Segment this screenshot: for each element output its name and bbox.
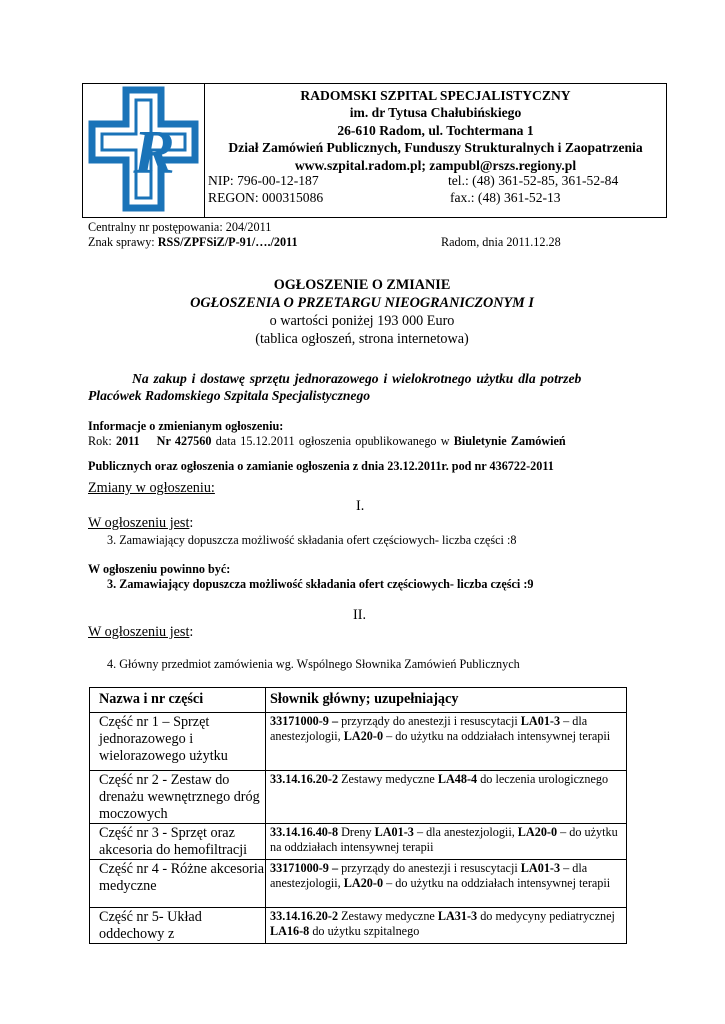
supp-code: LA01-3: [520, 861, 561, 875]
fax: fax.: (48) 361-52-13: [450, 190, 561, 206]
supp-code: LA01-3: [520, 714, 561, 728]
is-colon: :: [189, 515, 194, 531]
contact-phones: [448, 172, 618, 207]
hospital-patron: im. dr Tytusa Chałubińskiego: [349, 105, 522, 121]
part-codes: [266, 713, 627, 771]
table-row: [90, 713, 627, 771]
is-colon-2: :: [189, 624, 194, 640]
table-row: [90, 860, 627, 908]
supp-desc-2: – do użytku na oddziałach intensywnej terapii: [383, 729, 611, 743]
cpv-desc: Dreny: [338, 825, 375, 839]
title-line-2: OGŁOSZENIA O PRZETARGU NIEOGRANICZONYM I: [190, 295, 534, 311]
cpv-desc: przyrządy do anestezji i resuscytacji: [338, 714, 521, 728]
cpv-desc: Zestawy medyczne: [338, 772, 438, 786]
supp-code: LA31-3: [437, 909, 478, 923]
supp-desc: – dla anestezjologii,: [413, 825, 518, 839]
notice-title: [82, 276, 642, 348]
cpv-table: [89, 687, 627, 944]
supp-code-2: LA20-0: [343, 729, 384, 743]
column-header-name: Nazwa i nr części: [90, 688, 266, 713]
supp-desc: – dla anestezjologii,: [270, 861, 588, 890]
cpv-code: 33171000-9 –: [270, 861, 339, 875]
telephone: tel.: (48) 361-52-85, 361-52-84: [448, 173, 619, 188]
title-line-4: (tablica ogłoszeń, strona internetowa): [255, 331, 469, 347]
part-name: Część nr 2 - Zestaw do drenażu wewnętrznego dróg moczowych: [90, 771, 266, 824]
place-date: Radom, dnia 2011.12.28: [441, 235, 561, 249]
notice-number: Nr 427560: [156, 434, 212, 448]
should-label: W ogłoszeniu powinno być:: [88, 562, 231, 576]
title-line-1: OGŁOSZENIE O ZMIANIE: [273, 277, 451, 293]
supp-code-2: LA20-0: [343, 876, 384, 890]
case-reference: [88, 235, 298, 250]
cpv-code: 33.14.16.20-2: [270, 772, 339, 786]
cpv-desc: Zestawy medyczne: [338, 909, 438, 923]
info-line-2: Publicznych oraz ogłoszenia o zamianie ogłoszenia z dnia 23.12.2011r. pod nr 436722-2011: [88, 459, 554, 473]
regon: REGON: 000315086: [208, 190, 324, 206]
letterhead: [82, 83, 667, 218]
supp-code-2: LA20-0: [517, 825, 558, 839]
part-codes: [266, 771, 627, 824]
nip: NIP: 796-00-12-187: [208, 173, 319, 188]
is-label-2: W ogłoszeniu jest: [88, 624, 190, 640]
subject-line-2: Placówek Radomskiego Szpitala Specjalistycznego: [88, 388, 371, 403]
column-header-dictionary: Słownik główny; uzupełniający: [266, 688, 627, 713]
hospital-address: 26-610 Radom, ul. Tochtermana 1: [337, 122, 534, 138]
subject-line-1: Na zakup i dostawę sprzętu jednorazowego i wielokrotnego użytku dla potrzeb: [132, 371, 582, 386]
supp-desc: do leczenia urologicznego: [477, 772, 609, 786]
is-label: W ogłoszeniu jest: [88, 515, 190, 531]
supp-desc-2: – do użytku na oddziałach intensywnej terapii: [383, 876, 611, 890]
supp-desc: – dla anestezjologii,: [270, 714, 588, 743]
info-line-1-mid: data 15.12.2011 ogłoszenia opublikowanego w: [211, 434, 454, 448]
point-four: 4. Główny przedmiot zamówienia wg. Wspólnego Słownika Zamówień Publicznych: [107, 657, 520, 671]
changes-heading: Zmiany w ogłoszeniu:: [88, 480, 215, 496]
title-line-3: o wartości poniżej 193 000 Euro: [269, 313, 455, 329]
is-text: 3. Zamawiający dopuszcza możliwość składania ofert częściowych- liczba części :8: [107, 533, 517, 547]
section-two: II.: [353, 607, 366, 623]
cpv-code: 33171000-9 –: [270, 714, 339, 728]
should-text: 3. Zamawiający dopuszcza możliwość składania ofert częściowych- liczba części :9: [107, 577, 534, 591]
rok-label: Rok:: [88, 434, 116, 448]
logo-cell: [83, 84, 205, 217]
supp-code: LA01-3: [374, 825, 414, 839]
part-codes: [266, 824, 627, 860]
part-codes: [266, 860, 627, 908]
table-row: [90, 824, 627, 860]
website-email: www.szpital.radom.pl; zampubl@rszs.regiony.pl: [294, 157, 577, 173]
info-line-1: [88, 434, 642, 449]
part-name: Część nr 3 - Sprzęt oraz akcesoria do hemofiltracji: [90, 824, 266, 860]
case-prefix: Znak sprawy:: [88, 235, 158, 249]
supp-code: LA48-4: [437, 772, 478, 786]
central-number: Centralny nr postępowania: 204/2011: [88, 220, 272, 234]
is-heading: [88, 515, 193, 532]
cpv-desc: przyrządy do anestezji i resuscytacji: [338, 861, 521, 875]
part-name: Część nr 1 – Sprzęt jednorazowego i wielorazowego użytku: [90, 713, 266, 771]
part-name: Część nr 5- Układ oddechowy z: [90, 908, 266, 944]
info-heading: Informacje o zmienianym ogłoszeniu:: [88, 419, 284, 433]
case-number: RSS/ZPFSiZ/P-91/…./2011: [157, 235, 298, 249]
section-one: I.: [356, 498, 365, 514]
cpv-code: 33.14.16.20-2: [270, 909, 339, 923]
supp-desc: do medycyny pediatrycznej: [477, 909, 615, 923]
table-row: [90, 908, 627, 944]
supp-desc-2: do użytku szpitalnego: [309, 924, 420, 938]
is-heading-2: [88, 624, 193, 641]
table-row: [90, 771, 627, 824]
part-codes: [266, 908, 627, 944]
rok-value: 2011: [115, 434, 140, 448]
department-name: Dział Zamówień Publicznych, Funduszy Strukturalnych i Zaopatrzenia: [228, 140, 643, 156]
supp-code-2: LA16-8: [270, 924, 310, 938]
part-name: Część nr 4 - Różne akcesoria medyczne: [90, 860, 266, 908]
hospital-name: RADOMSKI SZPITAL SPECJALISTYCZNY: [300, 88, 571, 103]
bulletin-name: Biuletynie Zamówień: [453, 434, 566, 448]
cpv-code: 33.14.16.40-8: [270, 825, 339, 839]
supp-desc-2: – do użytku na oddziałach intensywnej terapii: [270, 825, 618, 854]
logo-letter: R: [133, 119, 175, 187]
nip-regon: [208, 172, 323, 207]
table-header-row: [90, 688, 627, 713]
hospital-info: [208, 87, 663, 174]
